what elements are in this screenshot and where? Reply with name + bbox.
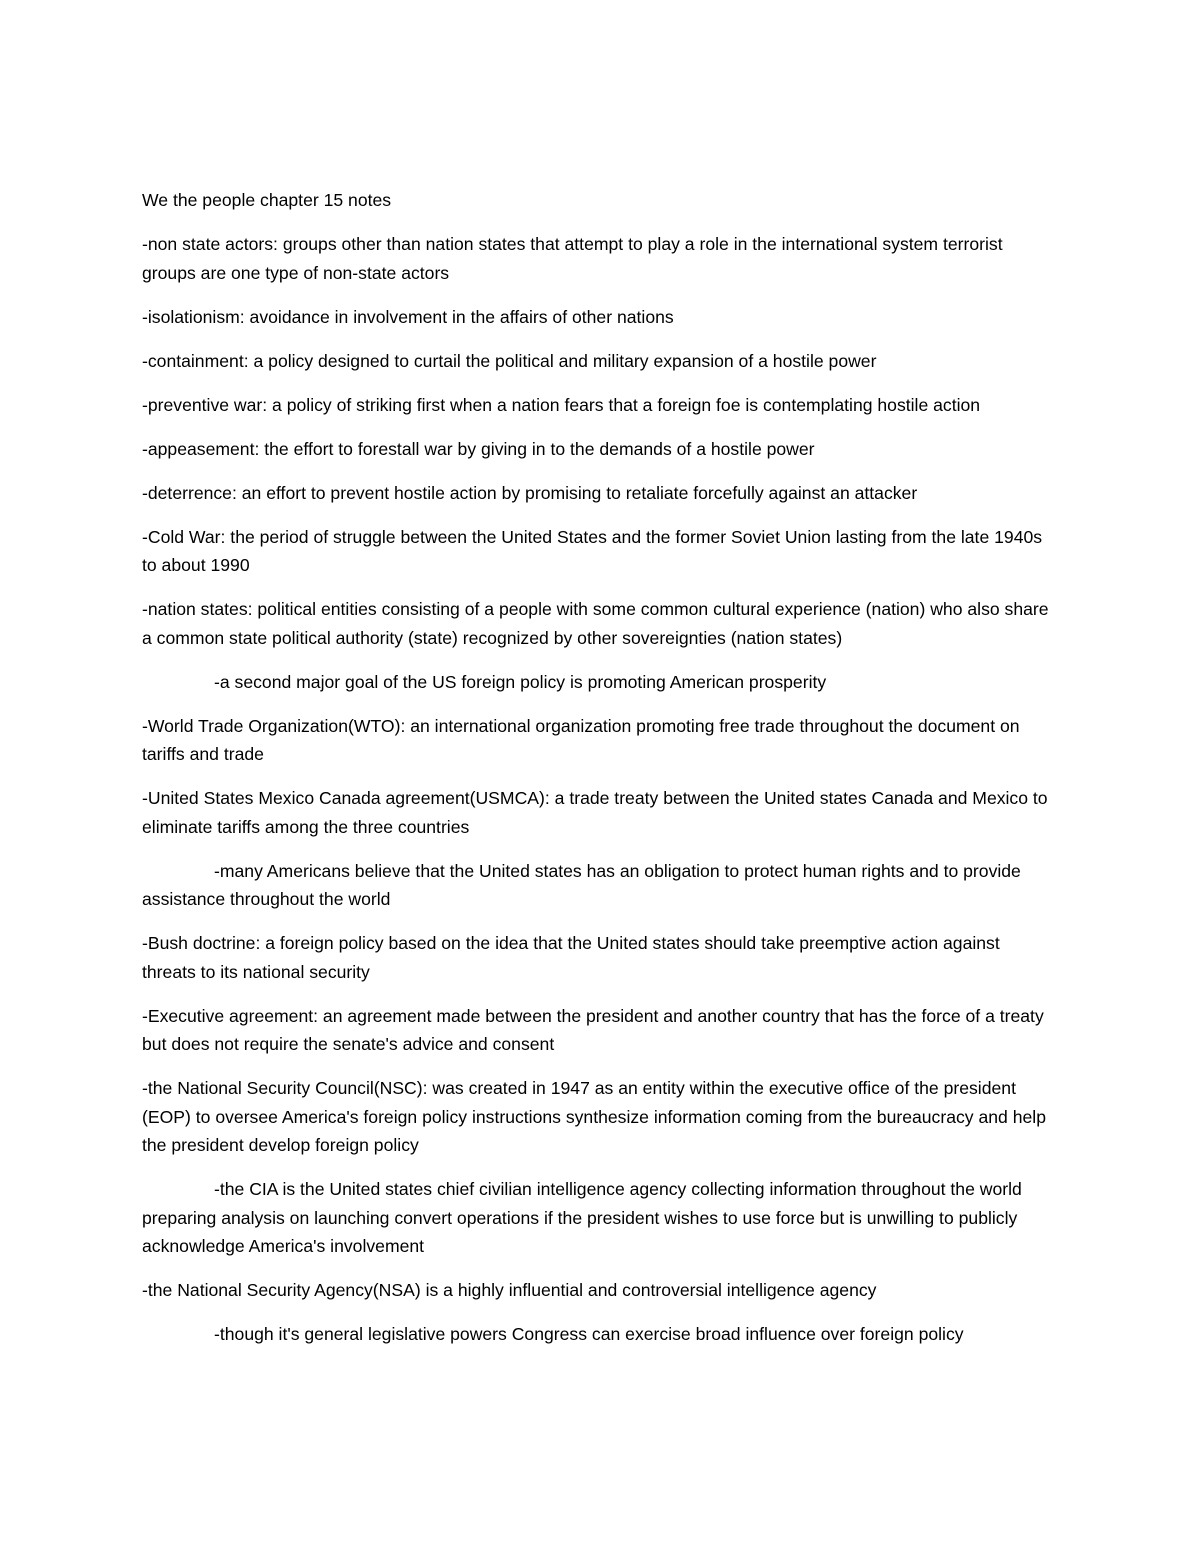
document-title: We the people chapter 15 notes — [142, 190, 392, 210]
note-paragraph: -World Trade Organization(WTO): an international organization promoting free trade throughout the document on tariffs and trade — [142, 715, 1020, 764]
note-paragraph: -non state actors: groups other than nation states that attempt to play a role in the international system terrorist groups are one type of non-state actors — [142, 234, 1003, 283]
document-body — [142, 186, 1057, 1364]
note-paragraph: -isolationism: avoidance in involvement in the affairs of other nations — [142, 306, 674, 327]
note-paragraph: -the CIA is the United states chief civilian intelligence agency collecting information throughout the world preparing analysis on launching convert operations if the president wishes to use force but is unwilling to publicly acknowledge America's involvement — [142, 1179, 1022, 1256]
note-paragraph: -Executive agreement: an agreement made between the president and another country that has the force of a treaty but does not require the senate's advice and consent — [142, 1005, 1044, 1054]
note-paragraph: -United States Mexico Canada agreement(USMCA): a trade treaty between the United states Canada and Mexico to eliminate tariffs among the three countries — [142, 788, 1048, 837]
note-paragraph: -appeasement: the effort to forestall war by giving in to the demands of a hostile power — [142, 438, 815, 459]
note-paragraph: -many Americans believe that the United states has an obligation to protect human rights and to provide assistance throughout the world — [142, 860, 1021, 909]
note-paragraph: -nation states: political entities consisting of a people with some common cultural experience (nation) who also share a common state political authority (state) recognized by other sovereignties (nation states) — [142, 599, 1049, 648]
note-paragraph: -deterrence: an effort to prevent hostile action by promising to retaliate forcefully against an attacker — [142, 482, 918, 503]
note-paragraph: -a second major goal of the US foreign policy is promoting American prosperity — [214, 671, 827, 692]
note-paragraph: -preventive war: a policy of striking first when a nation fears that a foreign foe is contemplating hostile action — [142, 394, 981, 415]
note-paragraph: -though it's general legislative powers Congress can exercise broad influence over foreign policy — [214, 1324, 964, 1344]
note-paragraph: -the National Security Council(NSC): was created in 1947 as an entity within the executive office of the president (EOP) to oversee America's foreign policy instructions synthesize information coming from the bureaucracy and help the president develop foreign policy — [142, 1078, 1046, 1155]
notes-list — [142, 230, 1057, 1349]
note-paragraph: -Bush doctrine: a foreign policy based on the idea that the United states should take preemptive action against threats to its national security — [142, 933, 1000, 982]
note-paragraph: -containment: a policy designed to curtail the political and military expansion of a hostile power — [142, 350, 877, 371]
note-paragraph: -Cold War: the period of struggle between the United States and the former Soviet Union lasting from the late 1940s to about 1990 — [142, 526, 1043, 575]
note-paragraph: -the National Security Agency(NSA) is a highly influential and controversial intelligence agency — [142, 1280, 877, 1300]
